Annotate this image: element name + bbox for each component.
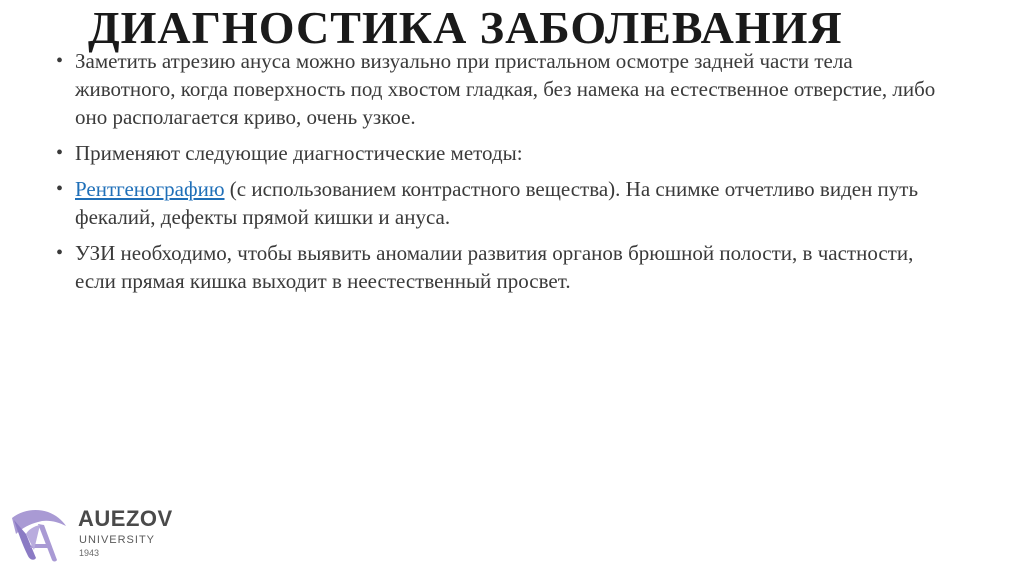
bullet-text: УЗИ необходимо, чтобы выявить аномалии развития органов брюшной полости, в частности, если прямая кишка выходит в неестественный просвет.	[75, 241, 914, 293]
bullet-item-visual-inspection	[44, 47, 944, 131]
bullet-item-radiography	[44, 175, 944, 231]
bullet-text: (с использованием контрастного вещества). На снимке отчетливо виден путь фекалий, дефекты прямой кишки и ануса.	[75, 177, 919, 229]
bullet-dot: •	[56, 178, 64, 200]
logo-year: 1943	[79, 548, 100, 558]
bullet-dot: •	[56, 242, 64, 264]
bullet-dot: •	[56, 50, 64, 72]
logo-name: AUEZOV	[78, 506, 173, 531]
bullet-list	[44, 47, 944, 303]
bullet-item-diagnostic-methods	[44, 139, 944, 167]
bullet-dot: •	[56, 142, 64, 164]
university-logo	[8, 500, 198, 566]
logo-subtitle: UNIVERSITY	[79, 534, 156, 546]
bullet-item-ultrasound	[44, 239, 944, 295]
radiography-link[interactable]: Рентгенографию	[75, 177, 225, 201]
bullet-text: Заметить атрезию ануса можно визуально при пристальном осмотре задней части тела животного, когда поверхность под хвостом гладкая, без намека на естественное отверстие, либо оно располагается криво, очень узкое.	[75, 49, 936, 129]
bullet-text: Применяют следующие диагностические методы:	[75, 141, 523, 165]
auezov-university-emblem-icon	[8, 504, 70, 564]
slide-title: ДИАГНОСТИКА ЗАБОЛЕВАНИЯ	[88, 2, 843, 53]
